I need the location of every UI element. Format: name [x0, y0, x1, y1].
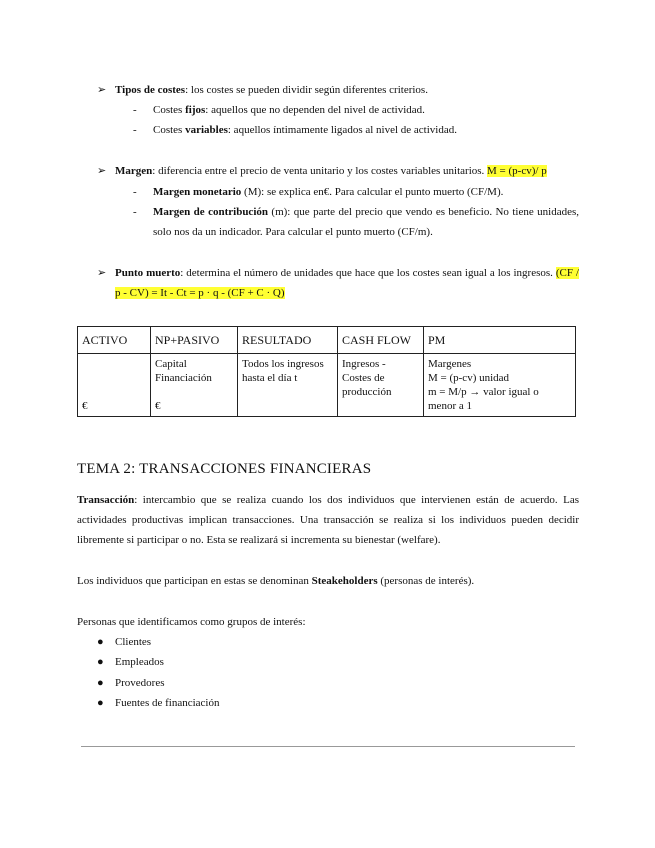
header-activo: ACTIVO: [78, 327, 151, 354]
bullet-dot-icon: ●: [97, 677, 104, 689]
list-item: ● Fuentes de financiación: [97, 693, 219, 713]
punto-muerto-term: Punto muerto: [115, 267, 181, 279]
list-item: ● Clientes: [97, 632, 151, 652]
margen-item: [97, 161, 581, 181]
costes-term: Tipos de costes: [115, 84, 186, 96]
stakeholders-paragraph: Los individuos que participan en estas se denominan Steakeholders (personas de interés).: [77, 575, 475, 587]
table-row: [78, 354, 576, 417]
summary-table: [77, 326, 576, 417]
bullet-dot-icon: ●: [97, 636, 104, 648]
cell-activo: [78, 354, 151, 417]
header-pm: PM: [424, 327, 576, 354]
bullet-dot-icon: ●: [97, 656, 104, 668]
bullet-dot-icon: ●: [97, 697, 104, 709]
table-header-row: [78, 327, 576, 354]
costes-desc: : los costes se pueden dividir según diferentes criterios.: [185, 84, 428, 96]
margen-formula: M = (p-cv)/ p: [487, 165, 547, 177]
arrow-bullet-icon: ➢: [97, 267, 107, 279]
header-resultado: RESULTADO: [238, 327, 338, 354]
costes-item: [97, 80, 579, 100]
transaccion-term: Transacción: [77, 494, 135, 506]
footer-divider: [81, 746, 575, 747]
margen-term: Margen: [115, 165, 153, 177]
punto-muerto-formula: (CF / p - CV) = It - Ct = p · q - (CF + C · Q): [115, 267, 579, 299]
euro-symbol: €: [155, 400, 161, 412]
cell-np-pasivo: Capital Financiación €: [151, 354, 238, 417]
cell-cash-flow: Ingresos - Costes de producción: [338, 354, 424, 417]
grupos-intro: Personas que identificamos como grupos de interés:: [77, 616, 306, 628]
cell-pm: Margenes M = (p-cv) unidad m = M/p → valor igual o menor a 1: [424, 354, 576, 417]
margen-monetario-item: - Margen monetario (M): se explica en€. Para calcular el punto muerto (CF/M).: [133, 182, 579, 202]
dash-bullet: -: [133, 104, 137, 116]
header-cash-flow: CASH FLOW: [338, 327, 424, 354]
margen-desc: : diferencia entre el precio de venta unitario y los costes variables unitarios.: [152, 165, 488, 177]
list-item: ● Empleados: [97, 652, 164, 672]
header-np-pasivo: NP+PASIVO: [151, 327, 238, 354]
punto-muerto-desc: : determina el número de unidades que hace que los costes sean igual a los ingresos.: [180, 267, 556, 279]
euro-symbol: €: [82, 400, 88, 412]
arrow-bullet-icon: ➢: [97, 84, 107, 96]
cell-resultado: Todos los ingresos hasta el día t: [238, 354, 338, 417]
coste-variable-item: - Costes variables: aquellos íntimamente ligados al nivel de actividad.: [133, 120, 579, 140]
list-item: ● Provedores: [97, 673, 165, 693]
transaccion-paragraph: Transacción: intercambio que se realiza cuando los dos individuos que intervienen están de acuerdo. Las actividades productivas implican transacciones. Una transacción se realiza si los individuos pueden decidir libremente si participar o no. Esta se realizará si incrementa su bienestar (welfare).: [77, 494, 579, 546]
arrow-bullet-icon: ➢: [97, 165, 107, 177]
dash-bullet: -: [133, 124, 137, 136]
margen-contribucion-item: - Margen de contribución (m): que parte del precio que vendo es beneficio. No tiene unidades, solo nos da un indicador. Para calcular el punto muerto (CF/m).: [133, 202, 579, 242]
dash-bullet: -: [133, 206, 137, 218]
coste-fijo-item: - Costes fijos: aquellos que no dependen del nivel de actividad.: [133, 100, 579, 120]
punto-muerto-item: [97, 263, 579, 303]
section-heading: TEMA 2: TRANSACCIONES FINANCIERAS: [77, 461, 372, 477]
dash-bullet: -: [133, 186, 137, 198]
